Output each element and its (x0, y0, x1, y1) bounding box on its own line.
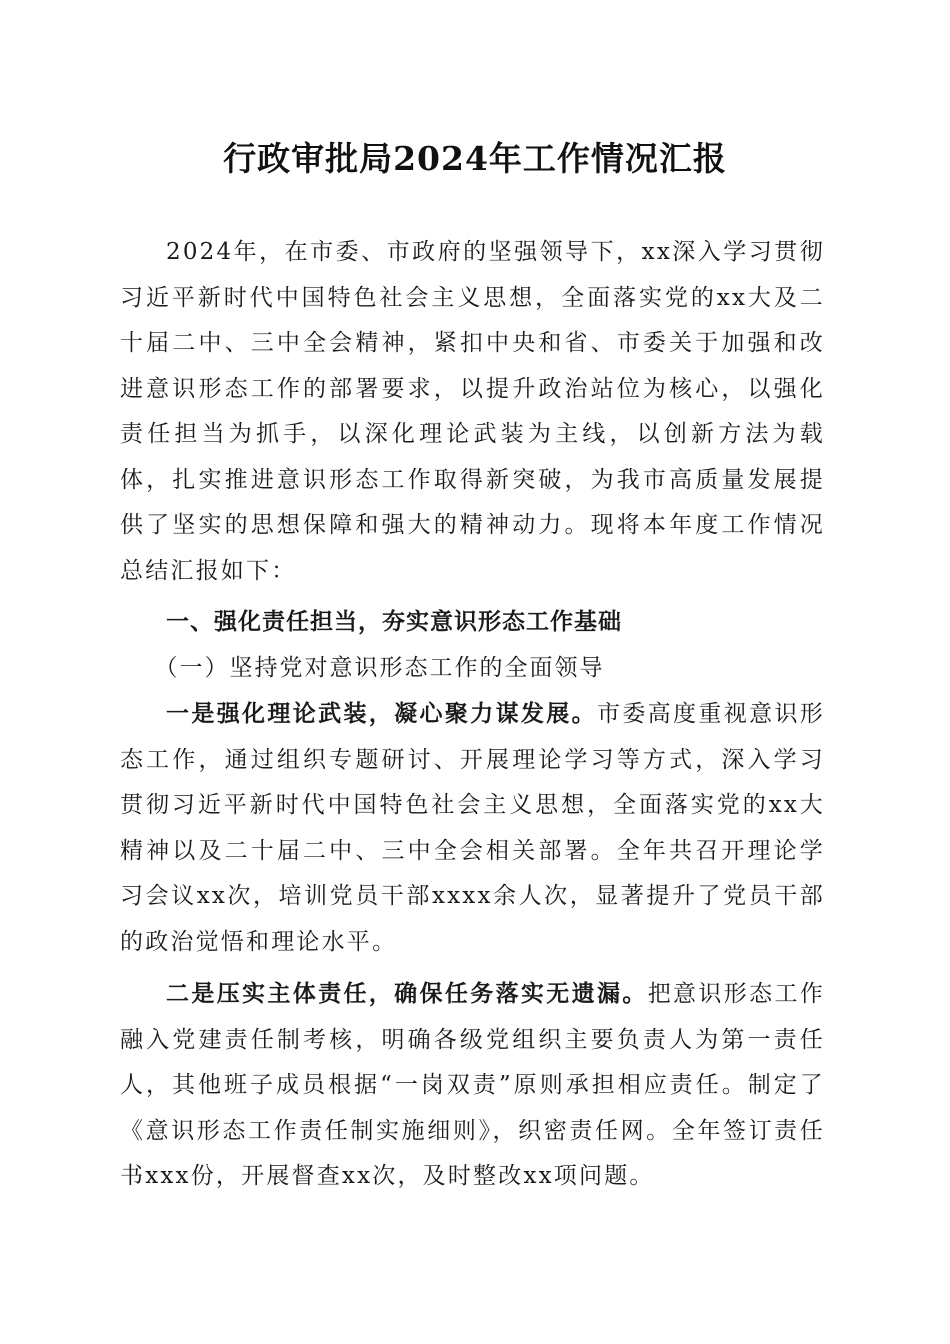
point-one-paragraph (120, 691, 825, 965)
subsection-heading: （一）坚持党对意识形态工作的全面领导 (154, 654, 605, 681)
document-title: 行政审批局2024年工作情况汇报 (223, 139, 727, 178)
document-body (120, 230, 825, 1200)
point-one-lead: 一是强化理论武装，凝心聚力谋发展。 (166, 700, 597, 727)
intro-paragraph: 2024年，在市委、市政府的坚强领导下，xx深入学习贯彻习近平新时代中国特色社会主义思想，全面落实党的xx大及二十届二中、三中全会精神，紧扣中央和省、市委关于加强和改进意识形态工作的部署要求，以提升政治站位为核心，以强化责任担当为抓手，以深化理论武装为主线，以创新方法为载体，扎实推进意识形态工作取得新突破，为我市高质量发展提供了坚实的思想保障和强大的精神动力。现将本年度工作情况总结汇报如下： (120, 239, 825, 584)
point-two-text: 把意识形态工作融入党建责任制考核，明确各级党组织主要负责人为第一责任人，其他班子成员根据“一岗双责”原则承担相应责任。制定了《意识形态工作责任制实施细则》，织密责任网。全年签订责任书xxx份，开展督查xx次，及时整改xx项问题。 (120, 981, 825, 1189)
point-one-text: 市委高度重视意识形态工作，通过组织专题研讨、开展理论学习等方式，深入学习贯彻习近平新时代中国特色社会主义思想，全面落实党的xx大精神以及二十届二中、三中全会相关部署。全年共召开理论学习会议xx次，培训党员干部xxxx余人次，显著提升了党员干部的政治觉悟和理论水平。 (120, 701, 825, 955)
point-two-lead: 二是压实主体责任，确保任务落实无遗漏。 (166, 980, 648, 1007)
section-heading: 一、强化责任担当，夯实意识形态工作基础 (166, 609, 622, 635)
point-two-paragraph (120, 971, 825, 1200)
